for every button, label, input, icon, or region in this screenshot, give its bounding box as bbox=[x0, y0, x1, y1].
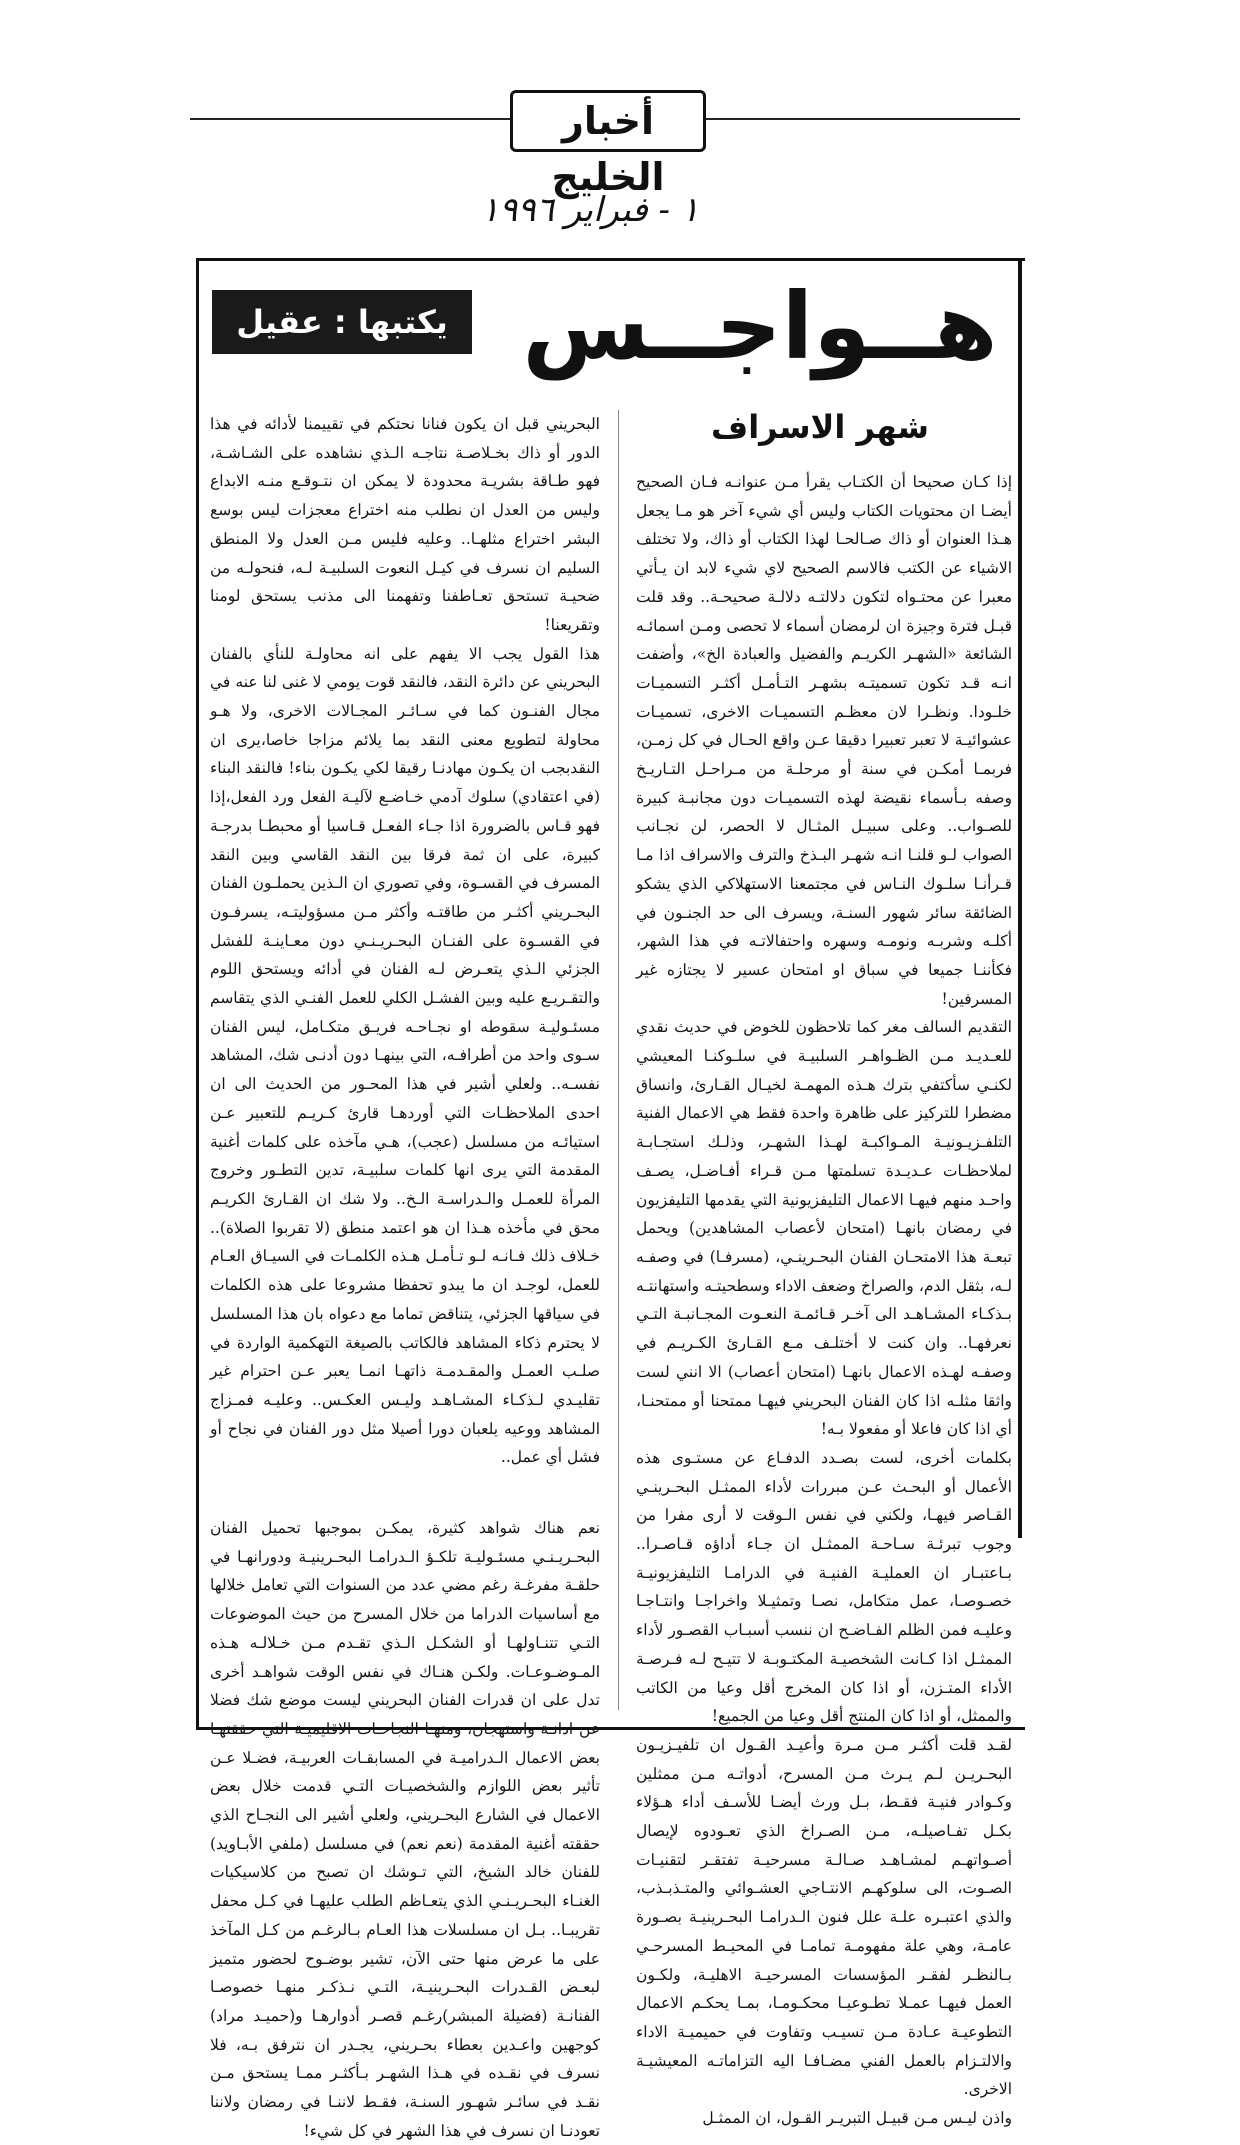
paragraph: بكلمات أخرى، لست بصـدد الدفـاع عن مستـوى هذه الأعمال أو البحـث عـن مبررات لأداء الممثـل البحـرينـي القـاصر فيهـا، ولكني في نفس الـوقت لا أرى مفرا من وجوب تبرئـة سـاحـة الممثـل ان جـاء أداؤه قـاصـرا.. بـاعتبـار ان العمليـة الفنيـة في الدرامـا التليفزيونيـة خصـوصـا، عمل متكامل، نصـا وتمثيـلا واخراجـا وانتـاجـا وعليـه فمن الظلم الفـاضـح ان ننسب أسبـاب القصـور لأداء الممثـل اذا كـانت الشخصيـة المكتـوبـة لا تتيـح لـه فـرصـة الأداء المتـزن، أو اذا كان المخرج أقل وعيا من الكاتب والممثل، أو اذا كان المنتج أقل وعيا من الجميع! bbox=[636, 1448, 1012, 1726]
paragraph: إذا كـان صحيحا أن الكتـاب يقرأ مـن عنوانـه فـان الصحيح أيضـا ان محتويات الكتاب وليس أي شيء آخر هو مـا يجعل هـذا العنوان أو ذاك صـالحـا لهذا الكتاب أو ذاك، ولا تختلف الاشياء عن الكتب فالاسم الصحيح لاي شيء لابد ان يـأتي معبرا عن محتـواه لتكون دلالتـه دلالـة صحيحـة.. وقد قلت قبـل فترة وجيزة ان لرمضان أسماء لا تحصى ومـن اسمائـه الشائعة «الشهـر الكريـم والفضيل والعبادة الخ»، وأضفت انـه قـد تكون تسميتـه بشهـر التـأمـل أكثـر التسميـات خلـودا. ونظـرا لان معظـم التسميـات الاخرى، تسميـات عشوائيـة لا تعبر تعبيرا دقيقا عـن واقع الحـال في كل زمـن، فربمـا أمكـن في سنة أو مرحلـة من مـراحـل التـاريـخ وصفه بـأسماء نقيضة لهذه التسميـات دون مجانبـة كبيرة للصـواب.. وعلى سبيـل المثـال لا الحصر، لن نجـانب الصواب لـو قلنـا انـه شهـر البـذخ والترف والاسراف اذا مـا قـرأنـا سلـوك النـاس في مجتمعنا الاستهلاكي الذي يشكو الضائقة سائر شهور السنـة، ويسرف الى حد الجنـون في أكلـه وشربـه ونومـه وسهره واحتفالاتـه في هذا الشهر، فكأننـا جميعا في سباق او امتحان عسير لا يجتازه غير المسرفين! bbox=[636, 473, 1012, 1008]
article-right-column bbox=[636, 468, 1012, 2128]
paragraph: لقـد قلت أكثـر مـن مـرة وأعيـد القـول ان تلفيـزيـون البحـريـن لـم يـرث مـن المسرح، أدواتـه مـن ممثلين وكـوادر فنيـة فقـط، بـل ورث أيضـا للأسـف أداء هـؤلاء بكـل تفـاصيلـه، مـن الصـراخ الذي تعـودوه لإيصال أصـواتهـم لمشـاهـد صـالـة مسرحيـة تفتقـر لتقنيـات الصـوت، الى سلوكهـم الانتـاجي العشـوائي والمتـذبـذب، والذي اعتبـره علـة علل فنون الـدرامـا البحـرينيـة بصـورة عامـة، وهي علة مفهومـة تمامـا في المحيـط المسرحـي بـالنظـر لفقـر المؤسسات المسرحيـة الاهليـة، ولكـون العمل فيهـا عمـلا تطـوعيـا محكـومـا، بمـا يحكـم الاعمال التطوعيـة عـادة مـن تسيـب وتفاوت في حميميـة الاداء والالتـزام بالعمل الفني مضـافـا اليه التزاماتـه المعيشيـة الاخرى. bbox=[636, 1735, 1012, 2099]
paragraph: التقديم السالف مغر كما تلاحظون للخوض في حديث نقدي للعـديـد مـن الظـواهـر السلبيـة في سلـوكنـا المعيشي لكنـي سأكتفي بترك هـذه المهمـة لخيـال القـارئ، وانساق مضطرا للتركيز على ظاهرة واحدة فقط هي الاعمال الفنية التلفـزيـونيـة المـواكبـة لهـذا الشهـر، وذلـك استجـابـة لملاحظـات عـديـدة تسلمتها مـن قـراء أفـاضـل، يصـف واحـد منهم فيهـا الاعمال التليفزيونية التي يقدمها التليفزيون في رمضان بانهـا (امتحان لأعصاب المشاهدين) ويحمل تبعـة هذا الامتحـان الفنان البحـرينـي، (مسرفـا) في وصفـه لـه، بثقل الدم، والصراخ وضعف الاداء وسطحيتـه واستهانتـه بـذكـاء المشـاهـد الى آخـر قـائمـة النعـوت المجـانبـة التـي نعرفهـا.. وان كنت لا أختلـف مـع القـارئ الكـريـم في وصفـه لهـذه الاعمال بانهـا (امتحان أعصاب) الا انني لست واثقا مثلـه اذا كان الفنان البحريني فيهـا ممتحنا أو ممتحنـا، أي اذا كان فاعلا أو مفعولا بـه! bbox=[636, 1018, 1012, 1439]
article-title: شهر الاسراف bbox=[711, 408, 929, 446]
paragraph: هذا القول يجب الا يفهم على انه محاولـة للنأي بالفنان البحريني عن دائرة النقد، فالنقد قوت يومي لا غنى لنا عنه في مجال الفنـون كما في سـائـر المجـالات الاخرى، ولا هـو محاولة لتطويع معنى النقد بما يلائم مزاجا خاصا،يرى ان النقدبجب ان يكـون مهادنـا رقيقا لكي يكـون بناء! فالنقد البناء (في اعتقادي) سلوك آدمي خـاضـع لآليـة الفعل ورد الفعل،إذا فهو قـاس بالضرورة اذا جـاء الفعـل قـاسيا أو محبطـا بدرجـة كبيرة، على ان ثمة فرقا بين النقد القاسي وبين النقد المسرف في القسـوة، وفي تصوري ان الـذين يحملـون الفنان البحـريني أكثـر من طاقتـه وأكثر مـن مسؤوليتـه، يسرفـون في القسـوة على الفنـان البحـريـنـي دون معـاينـة للفشل الجزئي الـذي يتعـرض لـه الفنان في أدائه ويستحق اللوم والتقـريـع عليه وبين الفشـل الكلي للعمل الفنـي الذي يتقاسم مسئـوليـة سقوطه او نجـاحـه فريـق متكـامل، ليس الفنان سـوى واحد من أطرافـه، التي بينهـا دون أدنـى شك، المشاهد نفسـه.. ولعلي أشير في هذا المحـور من الحديث الى ان احدى الملاحظـات التي أوردهـا قارئ كـريـم للتعبير عـن استيائـه من مسلسل (عجب)، هـي مآخذه على كلمات أغنية المقدمة التي يرى انها كلمات سلبيـة، تدين التطـور وخروج المرأة للعمـل والـدراسـة الـخ.. ولا شك ان القـارئ الكريـم محق في مأخذه هـذا ان هو اعتمد منطق (لا تقربوا الصلاة).. خـلاف ذلك فـانـه لـو تـأمـل هـذه الكلمـات في السيـاق العـام للعمل، لوجـد ان ما يبدو تحفظا مشروعا على هذه الكلمات في سياقها الجزئي، يتناقض تماما مع دعواه بان هذا المسلسل لا يحترم ذكاء المشاهد فالكاتب بالصيغة التهكمية الواردة في صلـب العمـل والمقـدمـة ذاتهـا انمـا يعبر عـن احترام غير تقليـدي لـذكـاء المشـاهـد وليـس العكـس.. وعليـه فمـزاج المشاهد ووعيه يلعبان دورا أصيلا مثل دور الفنان في نجاح أو فشل أي عمل.. bbox=[210, 644, 600, 1467]
paragraph: البحريني قبل ان يكون فنانا نحتكم في تقييمنا لأدائه في هذا الدور أو ذاك بخـلاصـة نتاجـه الـذي نشاهده على الشـاشـة، فهو طـاقة بشريـة محدودة لا يمكن ان نتـوقـع منـه الابداع وليس من العدل ان نطلب منه اختراع معجزات ليس بوسع البشر اختراع مثلهـا.. وعليه فليس مـن العدل ولا المنطق السليم ان نسرف في كيـل النعوت السلبيـة لـه، فنحولـه من ضحيـة تستحق تعـاطفنا وتفهمنا الى مذنب يستحق لومنا وتقريعنا! bbox=[210, 415, 600, 634]
article-left-column bbox=[210, 410, 600, 2140]
column-title: هــواجــس bbox=[522, 273, 998, 380]
byline: يكتبها : عقيل سوار bbox=[212, 290, 472, 354]
article-frame-right-rule bbox=[1018, 258, 1022, 1538]
newspaper-logo: أخبار الخليج bbox=[510, 90, 706, 152]
paragraph: نعم هناك شواهد كثيرة، يمكـن بموجبها تحميل الفنان البحـريـنـي مسئـوليـة تلكـؤ الـدرامـا البحـرينيـة ودورانهـا في حلقـة مفرغـة رغم مضي عدد من السنوات التي تعامل خلالها مع أساسيات الدراما من خلال المسرح من حيث الموضوعات التـي تتنـاولهـا أو الشكـل الـذي تقـدم مـن خـلالـه هـذه المـوضـوعـات. ولكـن هنـاك في نفس الوقت شواهـد أخرى تدل على ان قدرات الفنان البحريني ليست موضع شك فضلا عن ادانـة واستهجان، ومنهـا النجاحـات الاقليميـة التي حققتهـا بعض الاعمال الـدراميـة في المسابقـات العربيـة، فضـلا عـن تأثير بعض اللوازم والشخصيـات التـي قدمت خلال بعض الاعمال في الشارع البحـريني، ولعلي أشير الى النجـاح الذي حققته أغنية المقدمة (نعم نعم) في مسلسل (ملفي الأبـاويد) للفنان خالد الشيخ، التي تـوشك ان تصبح من كلاسيكيات الغنـاء البحـريـنـي الذي يتعـاظم الطلب عليهـا في كـل محفل تقريبـا.. بـل ان مسلسلات هذا العـام بـالرغـم من كـل المآخذ على ما عرض منها حتى الآن، تشير بوضـوح لحضور متميز لبعـض القـدرات البحـرينيـة، التـي نـذكـر منهـا خصوصـا الفنانـة (فضيلة المبشر)رغـم قصـر أدوارهـا و(حميـد مراد) كوجهين واعـدين بعطاء بحـريني، يجـدر ان نترفق بـه، فلا نسرف في نقـده في هـذا الشهـر بـأكثـر ممـا يستحق مـن نقـد في سائـر شهـور السنـة، فقـط لاننـا في رمضان ولاننا تعودنـا ان نسرف في هذا الشهر في كل شيء! bbox=[210, 1519, 600, 2140]
column-divider bbox=[618, 410, 619, 1710]
paragraph: واذن ليـس مـن قبيـل التبريـر القـول، ان الممثـل bbox=[702, 2109, 1012, 2128]
masthead bbox=[190, 72, 1020, 199]
publication-date: ١ - فبراير ١٩٩٦ bbox=[480, 190, 700, 230]
